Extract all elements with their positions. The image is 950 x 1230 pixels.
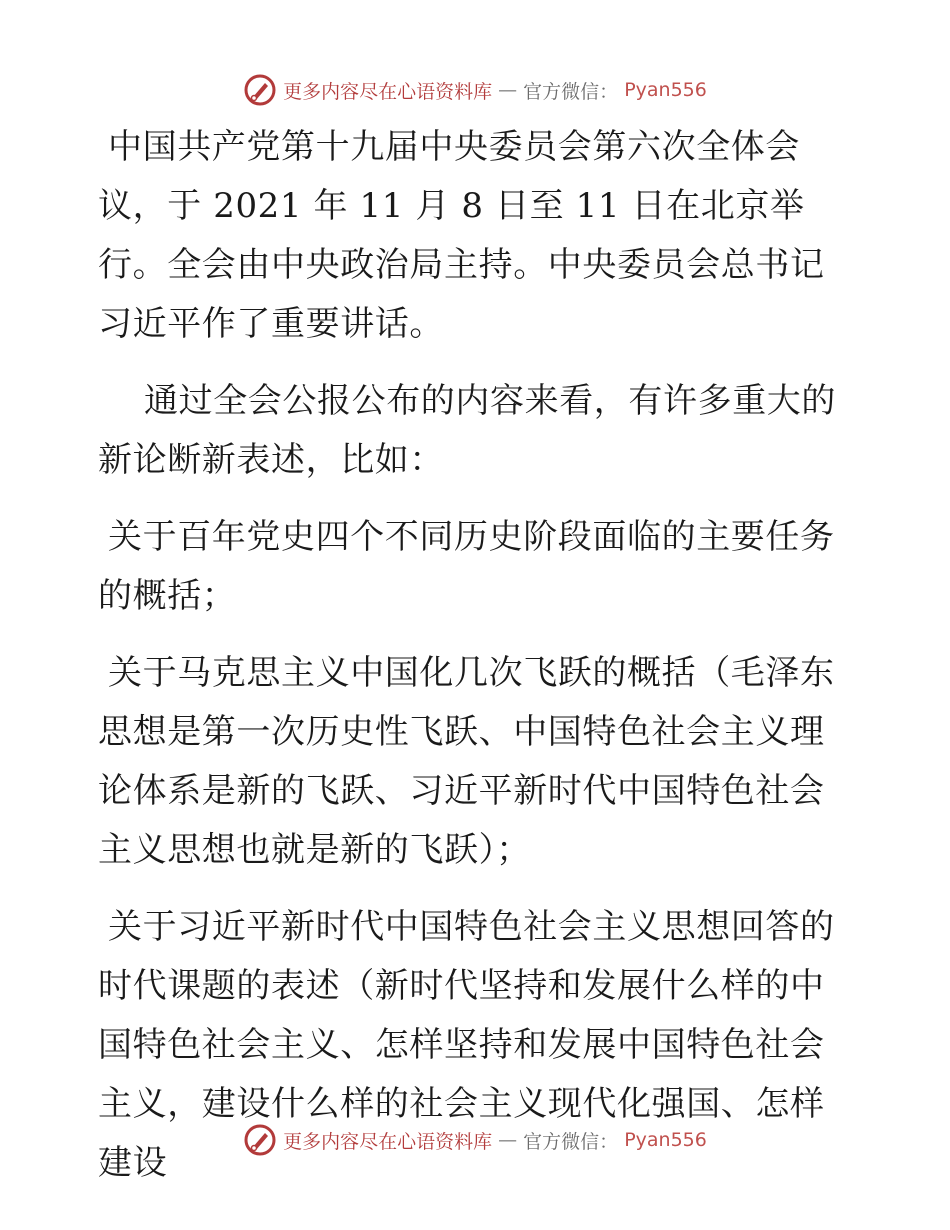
watermark-wechat-id: Pyan556 [624, 79, 707, 101]
paragraph-new-statements: 通过全会公报公布的内容来看，有许多重大的新论断新表述，比如： [98, 381, 836, 480]
paragraph-plenary-intro: 中国共产党第十九届中央委员会第六次全体会议，于 2021 年 11 月 8 日至 11 日在北京举行。全会由中央政治局主持。中央委员会总书记习近平作了重要讲话。 [98, 127, 825, 344]
paragraph-item-marxism-leaps: 关于马克思主义中国化几次飞跃的概括（毛泽东思想是第一次历史性飞跃、中国特色社会主义理论体系是新的飞跃、习近平新时代中国特色社会主义思想也就是新的飞跃）； [98, 653, 835, 870]
watermark-separator: — [498, 1129, 518, 1151]
watermark-site-text: 更多内容尽在心语资料库 [283, 1130, 493, 1153]
paragraph-item-era-questions: 关于习近平新时代中国特色社会主义思想回答的时代课题的表述（新时代坚持和发展什么样的中国特色社会主义、怎样坚持和发展中国特色社会主义，建设什么样的社会主义现代化强国、怎样建设 [98, 907, 835, 1183]
watermark-label: 官方微信： [523, 1130, 619, 1153]
watermark-label: 官方微信： [523, 80, 619, 103]
paragraph-item-history-tasks: 关于百年党史四个不同历史阶段面临的主要任务的概括； [98, 517, 835, 616]
pen-logo-icon [243, 73, 277, 107]
watermark-separator: — [498, 79, 518, 101]
pen-logo-icon [243, 1123, 277, 1157]
header-watermark [0, 70, 950, 110]
watermark-site-text: 更多内容尽在心语资料库 [283, 80, 493, 103]
footer-watermark [0, 1120, 950, 1160]
watermark-wechat-id: Pyan556 [624, 1129, 707, 1151]
document-body [98, 118, 858, 1211]
